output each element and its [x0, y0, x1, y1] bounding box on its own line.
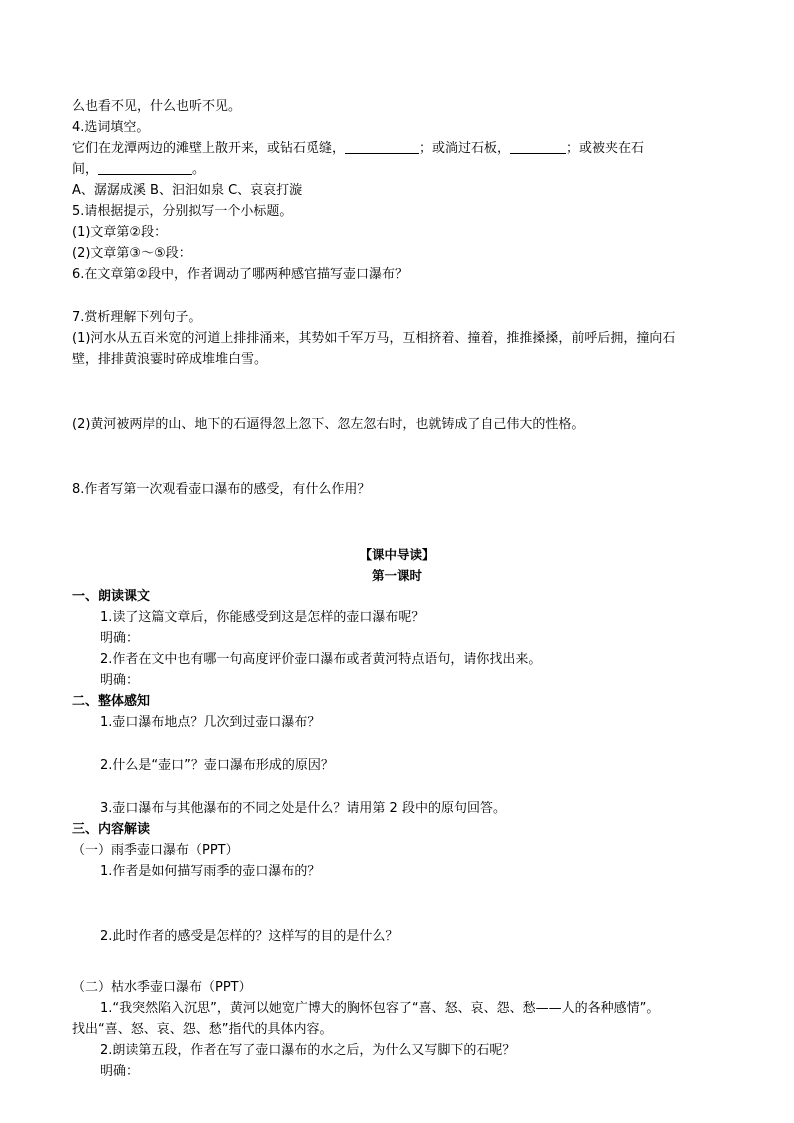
section-subtitle: 第一课时	[371, 568, 422, 583]
question-4-sentence	[72, 138, 722, 159]
q4-text-part: 间，	[72, 162, 99, 177]
question-5-title: 5.请根据提示，分别拟写一个小标题。	[72, 204, 293, 219]
section-3-sub-2-question-2: 2.朗读第五段，作者在写了壶口瀑布的水之后，为什么又写脚下的石呢？	[100, 1043, 516, 1058]
section-3-heading: 三、内容解读	[72, 822, 151, 837]
fill-blank[interactable]	[510, 140, 566, 154]
question-6: 6.在文章第②段中，作者调动了哪两种感官描写壶口瀑布？	[72, 267, 409, 282]
q4-text-part: 它们在龙潭两边的滩壁上散开来，或钻石觅缝，	[72, 141, 346, 156]
section-3-sub-1: （一）雨季壶口瀑布（PPT）	[72, 843, 239, 858]
section-title: 【课中导读】	[359, 547, 435, 562]
section-2-question-1: 1.壶口瀑布地点？几次到过壶口瀑布？	[100, 715, 321, 730]
fill-blank[interactable]	[345, 140, 419, 154]
question-5-part-2: (2)文章第③～⑤段：	[72, 246, 192, 261]
question-7-part-1-cont: 壁，排排黄浪霎时碎成堆堆白雪。	[72, 352, 268, 367]
section-1-heading: 一、朗读课文	[72, 589, 151, 604]
q4-text-part: 。	[192, 162, 206, 177]
section-1-question-1: 1.读了这篇文章后，你能感受到这是怎样的壶口瀑布呢？	[100, 610, 425, 625]
section-1-question-2: 2.作者在文中也有哪一句高度评价壶口瀑布或者黄河特点语句，请你找出来。	[100, 652, 542, 667]
question-7-part-1: (1)河水从五百米宽的河道上排排涌来，其势如千军万马，互相挤着、撞着，推推搡搡，前呼后拥，撞向石	[72, 331, 676, 346]
section-1-answer-1: 明确：	[100, 631, 140, 646]
question-7-part-2: (2)黄河被两岸的山、地下的石逼得忽上忽下、忽左忽右时，也就铸成了自己伟大的性格。	[72, 417, 585, 432]
q4-text-part: ；或被夹在石	[566, 141, 645, 156]
section-3-sub-2: （二）枯水季壶口瀑布（PPT）	[72, 980, 252, 995]
section-3-sub-2-question-1-cont: 找出“喜、怒、哀、怨、愁”指代的具体内容。	[72, 1022, 333, 1037]
section-3-sub-1-question-1: 1.作者是如何描写雨季的壶口瀑布的？	[100, 864, 321, 879]
question-8: 8.作者写第一次观看壶口瀑布的感受，有什么作用？	[72, 482, 371, 497]
question-4-title: 4.选词填空。	[72, 120, 150, 135]
document-page	[72, 96, 722, 1082]
section-3-sub-1-question-2: 2.此时作者的感受是怎样的？这样写的目的是什么？	[100, 929, 399, 944]
section-3-sub-2-answer-2: 明确：	[100, 1064, 140, 1079]
q4-text-part: ；或淌过石板，	[419, 141, 511, 156]
question-4-options: A、潺潺成溪 B、汩汩如泉 C、哀哀打漩	[72, 183, 303, 198]
question-7-title: 7.赏析理解下列句子。	[72, 310, 202, 325]
fill-blank[interactable]	[98, 161, 192, 175]
section-3-sub-2-question-1: 1.“我突然陷入沉思”，黄河以她宽广博大的胸怀包容了“喜、怒、哀、怨、愁——人的各种感情”。	[100, 1001, 660, 1016]
section-1-answer-2: 明确：	[100, 673, 140, 688]
section-2-heading: 二、整体感知	[72, 694, 151, 709]
question-5-part-1: (1)文章第②段：	[72, 225, 168, 240]
text-line: 么也看不见，什么也听不见。	[72, 99, 242, 114]
section-2-question-2: 2.什么是“壶口”？壶口瀑布形成的原因？	[100, 758, 334, 773]
section-2-question-3: 3.壶口瀑布与其他瀑布的不同之处是什么？请用第 2 段中的原句回答。	[100, 801, 506, 816]
question-4-sentence-cont	[72, 159, 722, 180]
